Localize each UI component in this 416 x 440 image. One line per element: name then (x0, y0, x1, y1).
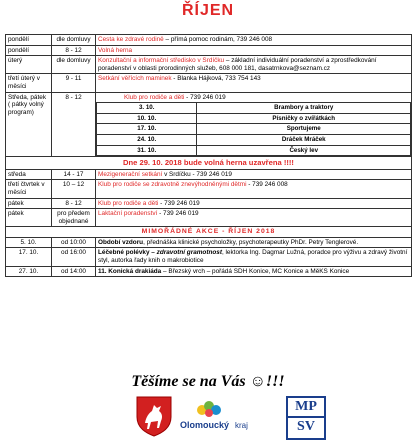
time-cell: dle domluvy (52, 35, 96, 46)
event-name: Laktační poradenství (98, 210, 158, 218)
program-date: 3. 10. (97, 103, 197, 114)
table-row (6, 227, 412, 238)
closure-notice: Dne 29. 10. 2018 bude volná herna uzavřena !!!! (6, 157, 412, 170)
event-detail: - 739 246 019 (157, 210, 199, 218)
time-cell: 10 – 12 (52, 180, 96, 198)
event-cell (96, 92, 412, 157)
event-cell (96, 45, 412, 56)
day-cell: pondělí (6, 35, 52, 46)
program-topic: Písničky o zvířátkách (197, 113, 411, 124)
event-cell (96, 198, 412, 209)
event-name: Léčebné polévky (98, 249, 150, 257)
event-cell (96, 56, 412, 74)
program-date: 17. 10. (97, 124, 197, 135)
event-cell (96, 248, 412, 266)
event-detail: - 739 246 019 (158, 199, 200, 207)
event-detail: - 739 246 008 (246, 181, 288, 189)
event-subtitle: – zdravotní gramotnost (149, 249, 222, 257)
date-cell: 5. 10. (6, 237, 52, 248)
time-cell: 14 - 17 (52, 169, 96, 180)
event-detail: – Březský vrch – pořádá SDH Konice, MC Konice a MěKS Konice (161, 267, 350, 275)
time-cell: od 14:00 (52, 266, 96, 277)
event-detail: - Blanka Hájková, 733 754 143 (171, 75, 261, 83)
date-cell: 27. 10. (6, 266, 52, 277)
day-cell: pátek (6, 198, 52, 209)
closing-greeting: Těšíme se na Vás ☺!!! (131, 373, 285, 390)
list-item (97, 103, 411, 114)
time-cell: od 16:00 (52, 248, 96, 266)
event-cell (96, 266, 412, 277)
kraj-leaves-icon (194, 398, 224, 418)
time-cell: 8 - 12 (52, 45, 96, 56)
event-detail: – základní individuální poradenství a zprostředkování poradenství v oblasti prorodinných služeb, 608 000 181, dasatrnkova@seznam.cz (98, 57, 377, 72)
event-name: Mezigenerační setkání (98, 170, 163, 178)
event-name: Konzultační a informační středisko v Srdíčku (98, 57, 225, 65)
event-name: Období vzdoru (98, 238, 144, 246)
program-date: 24. 10. (97, 134, 197, 145)
event-cell (96, 180, 412, 198)
page-title: ŘÍJEN (181, 2, 235, 19)
day-cell: úterý (6, 56, 52, 74)
program-date: 10. 10. (97, 113, 197, 124)
list-item (97, 145, 411, 156)
event-cell (96, 35, 412, 46)
day-cell: třetí čtvrtek v měsíci (6, 180, 52, 198)
event-detail: – přímá pomoc rodinám, 739 246 008 (163, 36, 273, 43)
table-row (6, 74, 412, 92)
mpsv-logo (286, 396, 326, 440)
list-item (97, 113, 411, 124)
event-name: Klub pro rodiče se zdravotně znevýhodněnými dětmi (98, 181, 247, 189)
time-cell: 8 - 12 (52, 92, 96, 157)
event-detail: , přednáška klinické psycholožky, psychoterapeutky PhDr. Petry Tenglerové. (143, 238, 359, 246)
day-cell: pondělí (6, 45, 52, 56)
day-cell: třetí úterý v měsíci (6, 74, 52, 92)
time-cell: od 10:00 (52, 237, 96, 248)
table-row (6, 92, 412, 157)
event-cell (96, 74, 412, 92)
event-name: Setkání věřících maminek (98, 75, 172, 83)
table-row (6, 157, 412, 170)
event-detail: , lektorka Ing. Dagmar Lužná, poradce pro výživu a zdravý životní styl, autorka řady knih o makrobiotice (98, 249, 408, 265)
table-row (6, 237, 412, 248)
kraj-name: Olomoucký (180, 420, 230, 430)
table-row (6, 209, 412, 227)
list-item (97, 124, 411, 135)
mpsv-top: MP (288, 398, 324, 418)
event-name: Klub pro rodiče a děti (124, 93, 185, 101)
day-cell: pátek (6, 209, 52, 227)
special-events-heading: MIMOŘÁDNÉ AKCE - ŘÍJEN 2018 (6, 227, 412, 238)
event-cell (96, 169, 412, 180)
time-cell: dle domluvy (52, 56, 96, 74)
event-name: 11. Konická drakiáda (98, 267, 162, 275)
table-row (6, 169, 412, 180)
event-cell (96, 209, 412, 227)
table-row (6, 248, 412, 266)
time-cell: 9 - 11 (52, 74, 96, 92)
event-name: Volná herna (98, 46, 133, 54)
kraj-word: kraj (235, 421, 248, 430)
schedule-table (5, 34, 412, 277)
table-row (6, 266, 412, 277)
event-cell (96, 237, 412, 248)
day-cell: Středa, pátek ( pátky volný program) (6, 92, 52, 157)
konice-coat-of-arms-icon (134, 395, 174, 437)
table-row (6, 180, 412, 198)
event-name: Klub pro rodiče a děti (98, 199, 159, 207)
table-row (6, 35, 412, 46)
table-row (6, 198, 412, 209)
event-detail: v Srdíčku - 739 246 019 (162, 170, 232, 178)
list-item (97, 134, 411, 145)
program-topic: Brambory a traktory (197, 103, 411, 114)
time-cell: pro předem objednané (52, 209, 96, 227)
date-cell: 17. 10. (6, 248, 52, 266)
event-detail: - 739 246 019 (184, 93, 226, 101)
olomoucky-kraj-logo (180, 398, 280, 436)
program-topic: Dráček Mráček (197, 134, 411, 145)
day-cell: středa (6, 169, 52, 180)
event-name: Cesta ke zdravé rodině (98, 36, 164, 43)
time-cell: 8 - 12 (52, 198, 96, 209)
mpsv-bottom: SV (297, 419, 315, 434)
table-row (6, 45, 412, 56)
program-date: 31. 10. (97, 145, 197, 156)
program-subtable (96, 102, 411, 156)
program-topic: Český lev (197, 145, 411, 156)
program-topic: Sportujeme (197, 124, 411, 135)
table-row (6, 56, 412, 74)
